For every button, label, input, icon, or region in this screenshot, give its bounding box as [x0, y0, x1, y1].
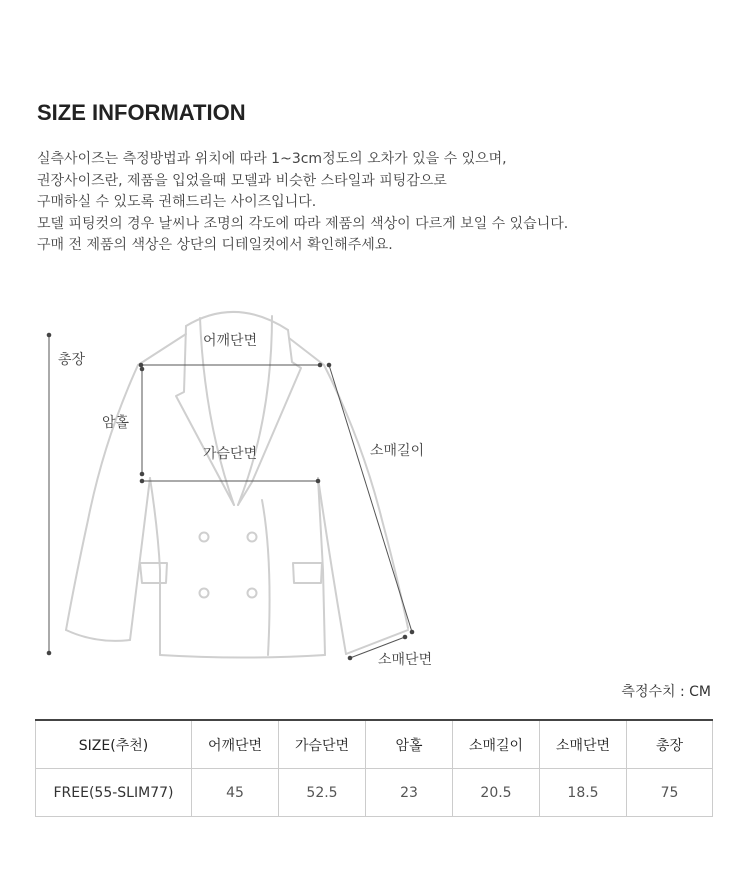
label-shoulder: 어깨단면 [203, 333, 258, 349]
label-chest: 가슴단면 [203, 446, 258, 462]
size-notice [37, 149, 568, 257]
cell-sleeve-length: 20.5 [453, 769, 540, 817]
measure-dot [316, 479, 321, 484]
label-sleeve-length: 소매길이 [370, 443, 425, 459]
measure-dot [348, 656, 353, 661]
measure-dot [140, 472, 145, 477]
jacket-shoulder-right [289, 338, 324, 365]
size-table [35, 719, 713, 817]
jacket-button [200, 533, 209, 542]
jacket-button [248, 533, 257, 542]
measure-dot [140, 479, 145, 484]
notice-line: 실측사이즈는 측정방법과 위치에 따라 1~3cm정도의 오차가 있을 수 있으며, [37, 151, 507, 167]
measure-dot [47, 333, 52, 338]
jacket-pocket-flap-right [293, 563, 322, 583]
cell-chest: 52.5 [279, 769, 366, 817]
table-header-row [36, 720, 713, 769]
jacket-sleeve-right-cuff [346, 630, 408, 654]
measure-dot [140, 367, 145, 372]
jacket-shoulder-left [138, 334, 186, 365]
table-header-total-length: 총장 [627, 720, 713, 769]
table-header-shoulder: 어깨단면 [192, 720, 279, 769]
jacket-sleeve-left-inner [130, 478, 150, 640]
jacket-sleeve-right-outer [324, 365, 408, 628]
size-diagram [0, 290, 460, 680]
measure-dot [47, 651, 52, 656]
cell-sleeve-width: 18.5 [540, 769, 627, 817]
notice-line: 구매하실 수 있도록 권해드리는 사이즈입니다. [37, 194, 317, 210]
cell-shoulder: 45 [192, 769, 279, 817]
jacket-sleeve-left-outer [66, 365, 138, 630]
notice-line: 권장사이즈란, 제품을 입었을때 모델과 비슷한 스타일과 피팅감으로 [37, 172, 447, 189]
measure-dot [139, 363, 144, 368]
notice-line: 모델 피팅컷의 경우 날씨나 조명의 각도에 따라 제품의 색상이 다르게 보일 수 있습니다. [37, 215, 569, 232]
jacket-body-left-side [150, 478, 160, 655]
measure-dot [318, 363, 323, 368]
measure-dot [327, 363, 332, 368]
table-row [36, 769, 713, 817]
jacket-sleeve-left-cuff [66, 630, 130, 641]
jacket-front-edge [262, 500, 270, 655]
table-header-size: SIZE(추천) [36, 720, 192, 769]
table-header-armhole: 암홀 [366, 720, 453, 769]
jacket-button [248, 589, 257, 598]
jacket-button [200, 589, 209, 598]
table-header-sleeve-length: 소매길이 [453, 720, 540, 769]
unit-note: 측정수치 : CM [621, 684, 711, 700]
label-sleeve-width: 소매단면 [378, 652, 433, 668]
cell-total-length: 75 [627, 769, 713, 817]
label-armhole: 암홀 [102, 415, 130, 431]
cell-size: FREE(55-SLIM77) [36, 769, 192, 817]
jacket-hem [160, 655, 325, 658]
label-total-length: 총장 [58, 352, 86, 368]
notice-line: 구매 전 제품의 색상은 상단의 디테일컷에서 확인해주세요. [37, 237, 393, 253]
measure-line-sleeve-length [329, 365, 412, 632]
cell-armhole: 23 [366, 769, 453, 817]
page-title: SIZE INFORMATION [37, 100, 246, 125]
jacket-pocket-flap-left [140, 563, 167, 583]
measure-dot [403, 635, 408, 640]
measure-dot [410, 630, 415, 635]
table-header-sleeve-width: 소매단면 [540, 720, 627, 769]
table-header-chest: 가슴단면 [279, 720, 366, 769]
